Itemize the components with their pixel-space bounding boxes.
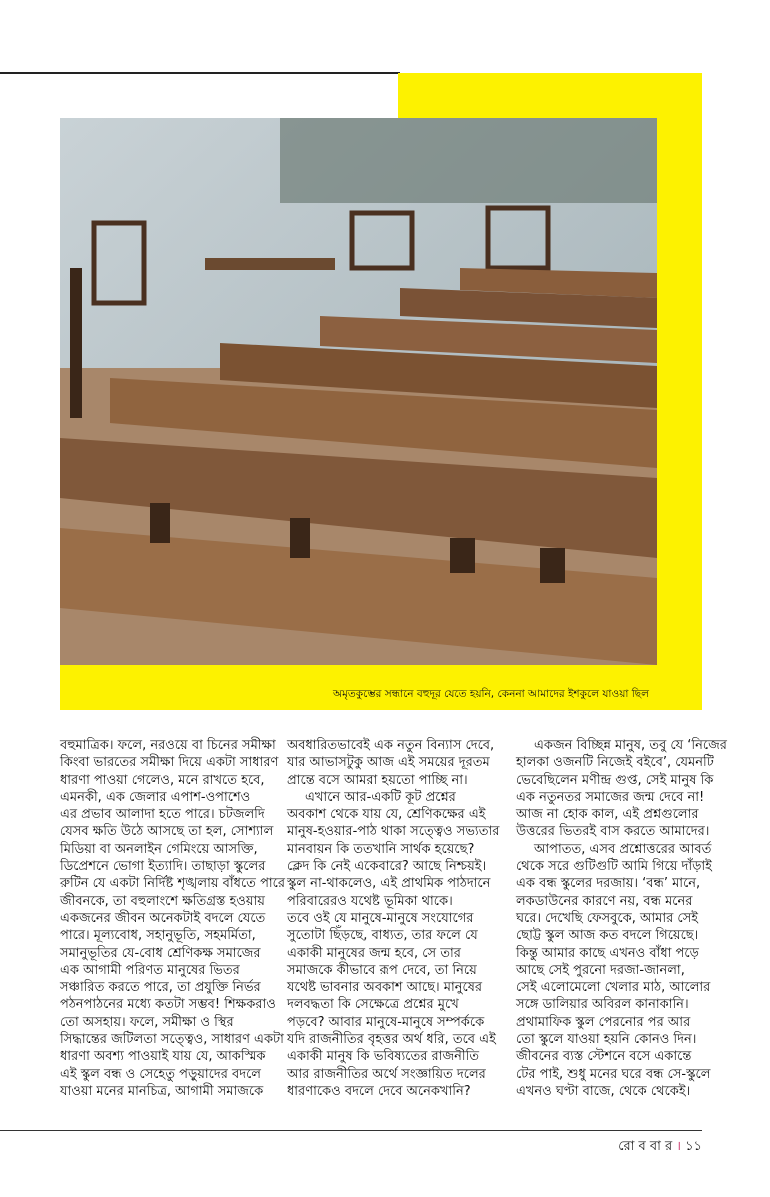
bottom-rule — [0, 1130, 702, 1131]
text-line: কিংবা ভারতের সমীক্ষা দিয়ে একটা সাধারণ — [60, 755, 279, 771]
text-line: জীবনের ব্যস্ত স্টেশনে বসে একান্তে — [516, 1049, 692, 1065]
text-line: এক বন্ধ স্কুলের দরজায়। ‘বন্ধ’ মানে, — [516, 876, 701, 892]
text-line: হালকা ওজনটি নিজেই বইবে’, যেমনটি — [516, 755, 714, 771]
article-column-3 — [516, 737, 727, 1100]
text-line: বহুমাত্রিক। ফলে, নরওয়ে বা চিনের সমীক্ষা — [60, 738, 276, 753]
text-line: দলবদ্ধতা কি সেক্ষেত্রে প্রশ্নের মুখে — [287, 997, 459, 1013]
text-line: অবধারিতভাবেই এক নতুন বিন্যাস দেবে, — [287, 738, 495, 753]
text-line: পারে। মূল্যবোধ, সহানুভূতি, সহমর্মিতা, — [60, 928, 256, 944]
text-line: মানুষ-হওয়ার-পাঠ থাকা সত্ত্বেও সভ্যতার — [287, 824, 500, 840]
page-number: ১১ — [685, 1139, 702, 1154]
text-line: যার আভাসটুকু আজ এই সময়ের দূরতম — [287, 755, 490, 771]
classroom-illustration — [60, 118, 657, 665]
text-line: যথেষ্ট ভাবনার অবকাশ আছে। মানুষের — [287, 980, 483, 996]
text-line: যেসব ক্ষতি উঠে আসছে তা হল, সোশ্যাল — [60, 824, 274, 840]
text-line: আছে সেই পুরনো দরজা-জানলা, — [516, 962, 685, 978]
text-line: ডিপ্রেশনে ভোগা ইত্যাদি। তাছাড়া স্কুলের — [60, 859, 266, 875]
text-line: ভেবেছিলেন মণীন্দ্র গুপ্ত, সেই মানুষ কি — [516, 772, 714, 788]
text-line: মিডিয়া বা অনলাইন গেমিংয়ে আসক্তি, — [60, 841, 258, 857]
text-line: পড়বে? আবার মানুষে-মানুষে সম্পর্ককে — [287, 1014, 485, 1030]
classroom-photo — [60, 118, 657, 665]
article-column-2 — [287, 737, 507, 1100]
text-line: সমানুভূতির যে-বোধ শ্রেণিকক্ষ সমাজের — [60, 945, 261, 961]
text-line: একজনের জীবন অনেকটাই বদলে যেতে — [60, 910, 266, 926]
text-line: এক নতুনতর সমাজের জন্ম দেবে না! — [516, 789, 705, 805]
text-line: একজন বিচ্ছিন্ন মানুষ, তবু যে ‘নিজের — [534, 738, 727, 753]
footer-separator: । — [676, 1139, 682, 1154]
text-line: লকডাউনের কারণে নয়, বন্ধ মনের — [516, 893, 693, 909]
text-line: তো স্কুলে যাওয়া হয়নি কোনও দিন। — [516, 1032, 697, 1048]
text-line: সুতোটা ছিঁড়ছে, বাধ্যত, তার ফলে যে — [287, 928, 478, 944]
text-line: এক আগামী পরিণত মানুষের ভিতর — [60, 962, 240, 978]
text-line: আর রাজনীতির অর্থে সংজ্ঞায়িত দলের — [287, 1066, 486, 1082]
text-line: ধারণাকেও বদলে দেবে অনেকখানি? — [287, 1083, 471, 1099]
text-line: এখানে আর-একটি কূট প্রশ্নের — [305, 789, 456, 805]
text-line: সমাজকে কীভাবে রূপ দেবে, তা নিয়ে — [287, 962, 477, 978]
text-line: পঠনপাঠনের মধ্যে কতটা সম্ভব! শিক্ষকরাও — [60, 997, 276, 1013]
magazine-name: রো ব বা র — [618, 1139, 673, 1154]
text-line: পরিবারেরও যথেষ্ট ভূমিকা থাকে। — [287, 893, 453, 909]
text-line: তো অসহায়। ফলে, সমীক্ষা ও স্থির — [60, 1014, 234, 1030]
text-line: সঙ্গে ডালিয়ার অবিরল কানাকানি। — [516, 997, 689, 1013]
article-column-1 — [60, 737, 286, 1100]
text-line: তবে ওই যে মানুষে-মানুষে সংযোগের — [287, 910, 474, 926]
text-line: কিন্তু আমার কাছে এখনও বাঁধা পড়ে — [516, 945, 699, 961]
text-line: ছোট্ট স্কুল আজ কত বদলে গিয়েছে। — [516, 928, 699, 944]
text-line: আপাতত, এসব প্রশ্নোত্তরের আবর্ত — [534, 841, 712, 857]
photo-caption: অমৃতকুম্ভের সন্ধানে বহুদূর যেতে হয়নি, কেননা আমাদের ইশকুলে যাওয়া ছিল — [333, 688, 649, 700]
text-line: এমনকী, এক জেলার এপাশ-ওপাশেও — [60, 789, 251, 805]
text-line: এখনও ঘণ্টা বাজে, থেকে থেকেই। — [516, 1083, 691, 1099]
text-line: ঘরে। দেখেছি ফেসবুকে, আমার সেই — [516, 910, 699, 926]
text-line: রুটিন যে একটা নির্দিষ্ট শৃঙ্খলায় বাঁধতে পারে — [60, 876, 286, 892]
text-line: এই স্কুল বন্ধ ও সেহেতু পড়ুয়াদের বদলে — [60, 1066, 261, 1082]
text-line: ক্লেদ কি নেই একেবারে? আছে নিশ্চয়ই। — [287, 859, 487, 875]
text-line: টের পাই, শুধু মনের ঘরে বন্ধ সে-স্কুলে — [516, 1066, 711, 1082]
text-line: একাকী মানুষ কি ভবিষ্যতের রাজনীতি — [287, 1049, 480, 1065]
text-line: যদি রাজনীতির বৃহত্তর অর্থ ধরি, তবে এই — [287, 1032, 496, 1048]
page-footer — [618, 1136, 702, 1158]
text-line: অবকাশ থেকে যায় যে, শ্রেণিকক্ষের এই — [287, 807, 486, 823]
text-line: সিদ্ধান্তের জটিলতা সত্ত্বেও, সাধারণ একটা — [60, 1032, 284, 1048]
text-line: সঞ্চারিত করতে পারে, তা প্রযুক্তি নির্ভর — [60, 980, 261, 996]
text-line: প্রান্তে বসে আমরা হয়তো পাচ্ছি না। — [287, 772, 468, 788]
text-line: উত্তরের ভিতরই বাস করতে আমাদের। — [516, 824, 710, 840]
text-line: জীবনকে, তা বহুলাংশে ক্ষতিগ্রস্ত হওয়ায় — [60, 893, 265, 909]
text-line: এর প্রভাব আলাদা হতে পারে। চটজলদি — [60, 807, 265, 823]
text-line: ধারণা পাওয়া গেলেও, মনে রাখতে হবে, — [60, 772, 265, 788]
text-line: থেকে সরে গুটিগুটি আমি গিয়ে দাঁড়াই — [516, 859, 712, 875]
text-line: ধারণা অবশ্য পাওয়াই যায় যে, আকস্মিক — [60, 1049, 266, 1065]
text-line: সেই এলোমেলো খেলার মাঠ, আলোর — [516, 980, 711, 996]
text-line: একাকী মানুষের জন্ম হবে, সে তার — [287, 945, 461, 961]
text-line: প্রথামাফিক স্কুল পেরনোর পর আর — [516, 1014, 691, 1030]
text-line: যাওয়া মনের মানচিত্র, আগামী সমাজকে — [60, 1083, 264, 1099]
text-line: আজ না হোক কাল, এই প্রশ্নগুলোর — [516, 807, 699, 823]
top-rule — [0, 72, 400, 74]
text-line: মানবায়ন কি ততখানি সার্থক হয়েছে? — [287, 841, 475, 857]
text-line: স্কুল না-থাকলেও, এই প্রাথমিক পাঠদানে — [287, 876, 491, 892]
